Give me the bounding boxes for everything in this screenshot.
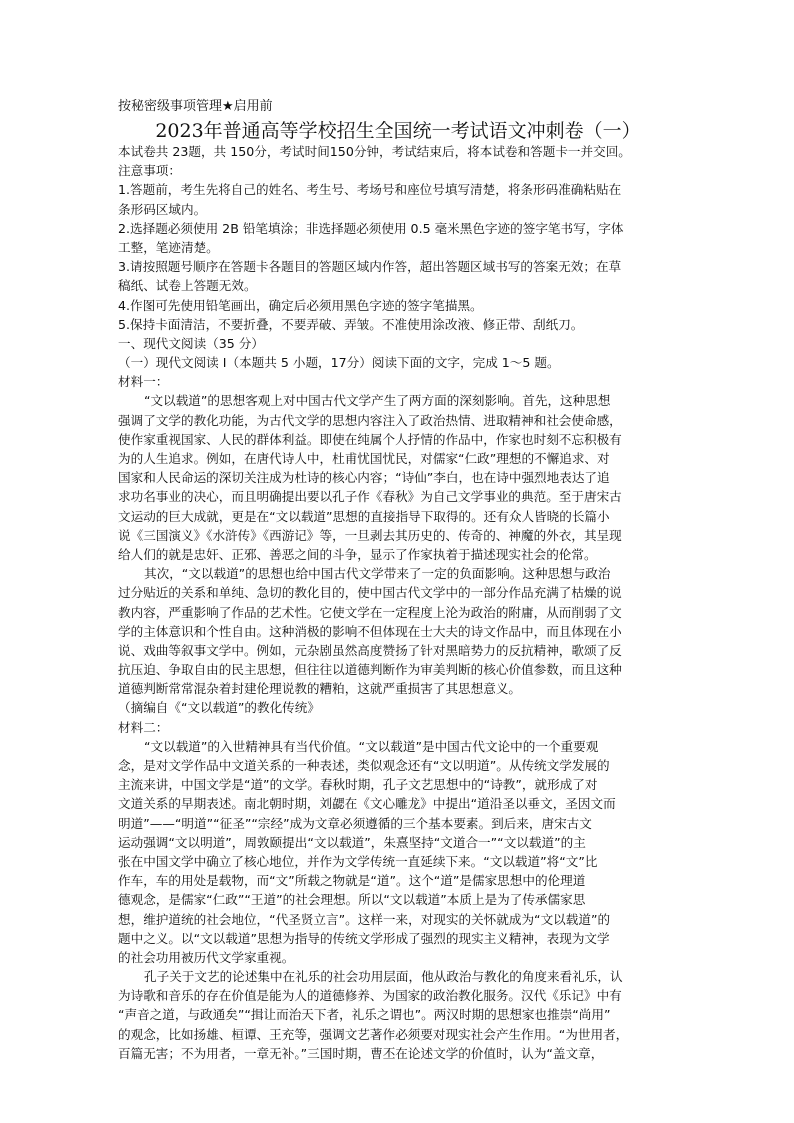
text-line: 4.作图可先使用铅笔画出，确定后必须用黑色字迹的签字笔描黑。 [118,297,483,313]
text-line: 国家和人民命运的深切关注成为杜诗的核心内容；“诗仙”李白，也在诗中强烈地表达了追 [118,470,610,486]
material-1-text [118,391,680,717]
secret-label: 按秘密级事项管理★启用前 [118,99,273,114]
text-line: 文道关系的早期表述。南北朝时期，刘勰在《文心雕龙》中提出“道沿圣以垂文，圣因文而 [118,796,616,812]
text-line: 其次，“文以载道”的思想也给中国古代文学带来了一定的负面影响。这种思想与政治 [144,566,611,582]
text-line: 抗压迫、争取自由的民主思想，但往往以道德判断作为审美判断的核心价值参数，而且这种 [118,662,622,678]
material-2-label: 材料二： [118,719,169,735]
text-line: 题中之义。以“文以载道”思想为指导的传统文学形成了强烈的现实主义精神，表现为文学 [118,930,610,946]
text-line: （摘编自《“文以载道”的教化传统》 [118,700,320,716]
text-line: 为的人生追求。例如，在唐代诗人中，杜甫忧国忧民，对儒家“仁政”理想的不懈追求、对 [118,451,610,466]
material-1-label: 材料一： [118,374,169,390]
text-line: 张在中国文学中确立了核心地位，并作为文学传统一直延续下来。“文以载道”将“文”比 [118,853,598,869]
text-line: 给人们的就是忠奸、正邪、善恶之间的斗争，显示了作家执着于描述现实社会的伦常。 [118,546,597,562]
section-heading: 一、现代文阅读（35 分） [118,335,264,351]
text-line: 条形码区域内。 [118,201,207,217]
text-line: 想，维护道统的社会地位，“代圣贤立言”。这样一来，对现实的关怀就成为“文以载道”的 [118,911,611,927]
text-line: 教内容，严重影响了作品的艺术性。它使文学在一定程度上沦为政治的附庸，从而削弱了文 [118,604,622,620]
text-line: 说《三国演义》《水浒传》《西游记》等，一旦剥去其历史的、传奇的、神魔的外衣，其呈现 [118,527,622,543]
text-line: 明道”——“明道”“征圣”“宗经”成为文章必须遵循的三个基本要素。到后来，唐宋古文 [118,815,592,831]
sub-section-heading: （一）现代文阅读 I（本题共 5 小题，17分）阅读下面的文字，完成 1～5 题。 [118,355,560,371]
text-line: 2.选择题必须使用 2B 铅笔填涂；非选择题必须使用 0.5 毫米黑色字迹的签字笔书写，字体 [118,220,624,236]
text-line: 作车，车的用处是载物，而“文”所载之物就是“道”。这个“道”是儒家思想中的伦理道 [118,873,586,889]
text-line: “文以载道”的入世精神具有当代价值。“文以载道”是中国古代文论中的一个重要观 [144,738,599,754]
material-2-text [118,737,680,1063]
notice-heading: 注意事项： [118,163,181,179]
text-line: 为诗歌和音乐的存在价值是能为人的道德修养、为国家的政治教化服务。汉代《乐记》中有 [118,988,622,1004]
text-line: “声音之道，与政通矣”“揖让而治天下者，礼乐之谓也”。两汉时期的思想家也推崇“尚用” [118,1007,611,1023]
text-line: 求功名事业的决心，而且明确提出要以孔子作《春秋》为自己文学事业的典范。至于唐宋古 [118,489,622,505]
text-line: 孔子关于文艺的论述集中在礼乐的社会功用层面，他从政治与教化的角度来看礼乐，认 [144,969,623,985]
text-line: 学的主体意识和个性自由。这种消极的影响不但体现在士大夫的诗文作品中，而且体现在小 [118,623,622,639]
text-line: 强调了文学的教化功能，为古代文学的思想内容注入了政治热情、进取精神和社会使命感， [118,412,622,428]
text-line: 使作家重视国家、人民的群体利益。即使在纯属个人抒情的作品中，作家也时刻不忘积极有 [118,431,622,447]
exam-title: 2023年普通高等学校招生全国统一考试语文冲刺卷（一） [155,120,641,142]
text-line: 5.保持卡面清洁，不要折叠，不要弄破、弄皱。不准使用涂改液、修正带、刮纸刀。 [118,316,584,332]
exam-summary: 本试卷共 23题，共 150分，考试时间150分钟，考试结束后，将本试卷和答题卡一并交回。 [118,144,631,159]
text-line: 过分贴近的关系和单纯、急切的教化目的，使中国古代文学中的一部分作品充满了枯燥的说 [118,585,622,601]
text-line: 说、戏曲等叙事文学中。例如，元杂剧虽然高度赞扬了针对黑暗势力的反抗精神，歌颂了反 [118,642,622,658]
text-line: 工整，笔迹清楚。 [118,239,219,255]
text-line: 主流来讲，中国文学是“道”的文学。春秋时期，孔子文艺思想中的“诗教”，就形成了对 [118,777,598,793]
text-line: “文以载道”的思想客观上对中国古代文学产生了两方面的深刻影响。首先，这种思想 [144,393,611,409]
text-line: 1.答题前，考生先将自己的姓名、考生号、考场号和座位号填写清楚，将条形码准确粘贴在 [118,182,622,198]
exam-body [118,142,680,1063]
text-line: 稿纸、试卷上答题无效。 [118,278,257,294]
text-line: 的观念，比如扬雄、桓谭、王充等，强调文艺著作必须要对现实社会产生作用。“为世用者， [118,1026,629,1042]
text-line: 德观念，是儒家“仁政”“王道”的社会理想。所以“文以载道”本质上是为了传承儒家思 [118,892,586,908]
text-line: 的社会功用被历代文学家重视。 [118,949,295,965]
text-line: 念，是对文学作品中文道关系的一种表述，类似观念还有“文以明道”。从传统文学发展的 [118,758,610,773]
notice-list [118,180,680,334]
text-line: 百篇无害；不为用者，一章无补。”三国时期，曹丕在论述文学的价值时，认为“盖文章， [118,1045,604,1061]
text-line: 道德判断常常混杂着封建伦理说教的糟粕，这就严重损害了其思想意义。 [118,681,521,697]
text-line: 运动强调“文以明道”，周敦颐提出“文以载道”，朱熹坚持“文道合一”“文以载道”的主 [118,834,586,850]
text-line: 3.请按照题号顺序在答题卡各题目的答题区域内作答，超出答题区域书写的答案无效；在草 [118,259,622,275]
text-line: 文运动的巨大成就，更是在“文以载道”思想的直接指导下取得的。还有众人皆晓的长篇小 [118,508,610,524]
